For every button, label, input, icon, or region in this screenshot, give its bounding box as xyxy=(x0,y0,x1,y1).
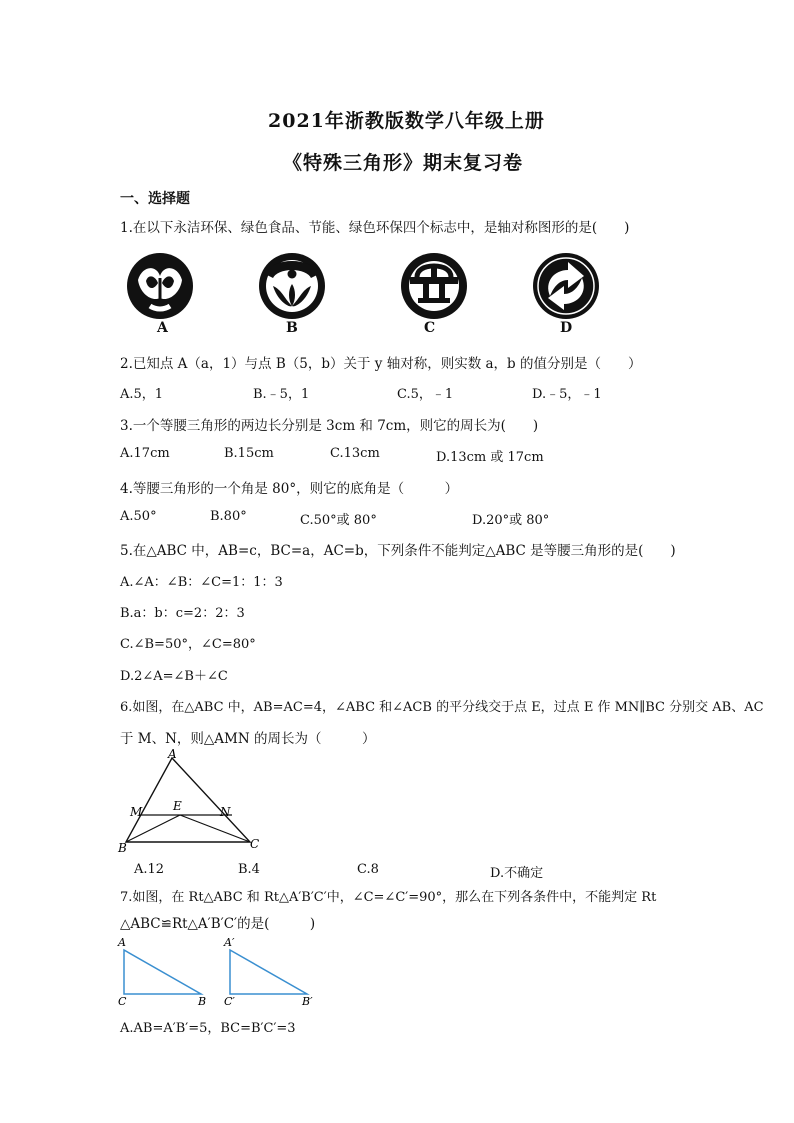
q2-option-a: A.5，1 xyxy=(120,387,164,402)
q7-triangle-abc-figure xyxy=(116,934,216,1006)
q4-option-b: B.80° xyxy=(210,509,247,524)
question-3-stem: 3.一个等腰三角形的两边长分别是 3cm 和 7cm，则它的周长为( ) xyxy=(120,418,539,434)
q6-option-c: C.8 xyxy=(357,862,379,877)
option-label-a: A xyxy=(157,320,168,336)
page-title: 2021年浙教版数学八年级上册 xyxy=(268,110,545,132)
triangle-a-prime-b-prime-c-prime xyxy=(230,950,307,994)
q6-option-d: D.不确定 xyxy=(490,866,544,881)
question-6-stem-line2: 于 M、N，则△AMN 的周长为（ ） xyxy=(120,731,376,747)
label-a: A xyxy=(168,748,177,761)
question-5-stem: 5.在△ABC 中，AB=c，BC=a，AC=b，下列条件不能判定△ABC 是等腰三角形的是( ) xyxy=(120,543,676,559)
label-m: M xyxy=(130,805,143,819)
q7-option-a: A.AB=A′B′=5，BC=B′C′=3 xyxy=(120,1021,296,1036)
option-label-d: D xyxy=(560,320,573,336)
q5-option-c: C.∠B=50°，∠C=80° xyxy=(120,637,256,652)
q2-option-c: C.5，﹣1 xyxy=(397,387,454,402)
triangle-abc xyxy=(126,758,250,842)
q5-option-a: A.∠A：∠B：∠C=1：1：3 xyxy=(120,575,283,590)
question-1-stem: 1.在以下永洁环保、绿色食品、节能、绿色环保四个标志中，是轴对称图形的是( ) xyxy=(120,220,630,236)
label-c: C xyxy=(118,995,127,1006)
label-c: C xyxy=(250,837,260,851)
section-heading: 一、选择题 xyxy=(120,191,190,207)
q4-option-c: C.50°或 80° xyxy=(300,513,377,528)
question-7-stem-line1: 7.如图，在 Rt△ABC 和 Rt△A′B′C′中，∠C=∠C′=90°，那么在下列各条件中，不能判定 Rt xyxy=(120,890,657,905)
label-b-prime: B′ xyxy=(302,995,313,1006)
label-c-prime: C′ xyxy=(224,995,235,1006)
label-b: B xyxy=(118,841,127,855)
triangle-abc xyxy=(124,950,201,994)
recycle-logo-icon xyxy=(530,250,602,322)
green-food-logo-icon xyxy=(256,250,328,322)
q3-option-c: C.13cm xyxy=(330,446,380,461)
label-e: E xyxy=(173,799,182,813)
q6-option-b: B.4 xyxy=(238,862,260,877)
option-label-b: B xyxy=(286,320,298,336)
page-subtitle: 《特殊三角形》期末复习卷 xyxy=(283,152,524,174)
q4-option-d: D.20°或 80° xyxy=(472,513,550,528)
q4-option-a: A.50° xyxy=(120,509,157,524)
q7-triangle-a2b2c2-figure xyxy=(222,934,322,1006)
energy-saving-logo-icon xyxy=(398,250,470,322)
q2-option-b: B.﹣5，1 xyxy=(253,387,310,402)
bisector-ce xyxy=(180,815,250,842)
eco-clean-logo-icon xyxy=(124,250,196,322)
label-a: A xyxy=(118,936,126,949)
q3-option-b: B.15cm xyxy=(224,446,274,461)
q3-option-a: A.17cm xyxy=(120,446,170,461)
q5-option-b: B.a：b：c=2：2：3 xyxy=(120,606,245,621)
question-7-stem-line2: △ABC≌Rt△A′B′C′的是( ) xyxy=(120,916,316,932)
label-a-prime: A′ xyxy=(224,936,235,949)
q6-option-a: A.12 xyxy=(134,862,165,877)
label-b: B xyxy=(198,995,207,1006)
q3-option-d: D.13cm 或 17cm xyxy=(436,450,544,465)
q5-option-d: D.2∠A=∠B＋∠C xyxy=(120,669,228,684)
q6-triangle-figure xyxy=(116,748,266,858)
option-label-c: C xyxy=(424,320,436,336)
question-6-stem-line1: 6.如图，在△ABC 中，AB=AC=4，∠ABC 和∠ACB 的平分线交于点 E，过点 E 作 MN∥BC 分别交 AB、AC xyxy=(120,700,764,715)
q2-option-d: D.﹣5，﹣1 xyxy=(532,387,602,402)
question-4-stem: 4.等腰三角形的一个角是 80°，则它的底角是（ ） xyxy=(120,481,459,497)
question-2-stem: 2.已知点 A（a，1）与点 B（5，b）关于 y 轴对称，则实数 a，b 的值分别是（ ） xyxy=(120,356,642,372)
label-n: N xyxy=(220,805,231,819)
